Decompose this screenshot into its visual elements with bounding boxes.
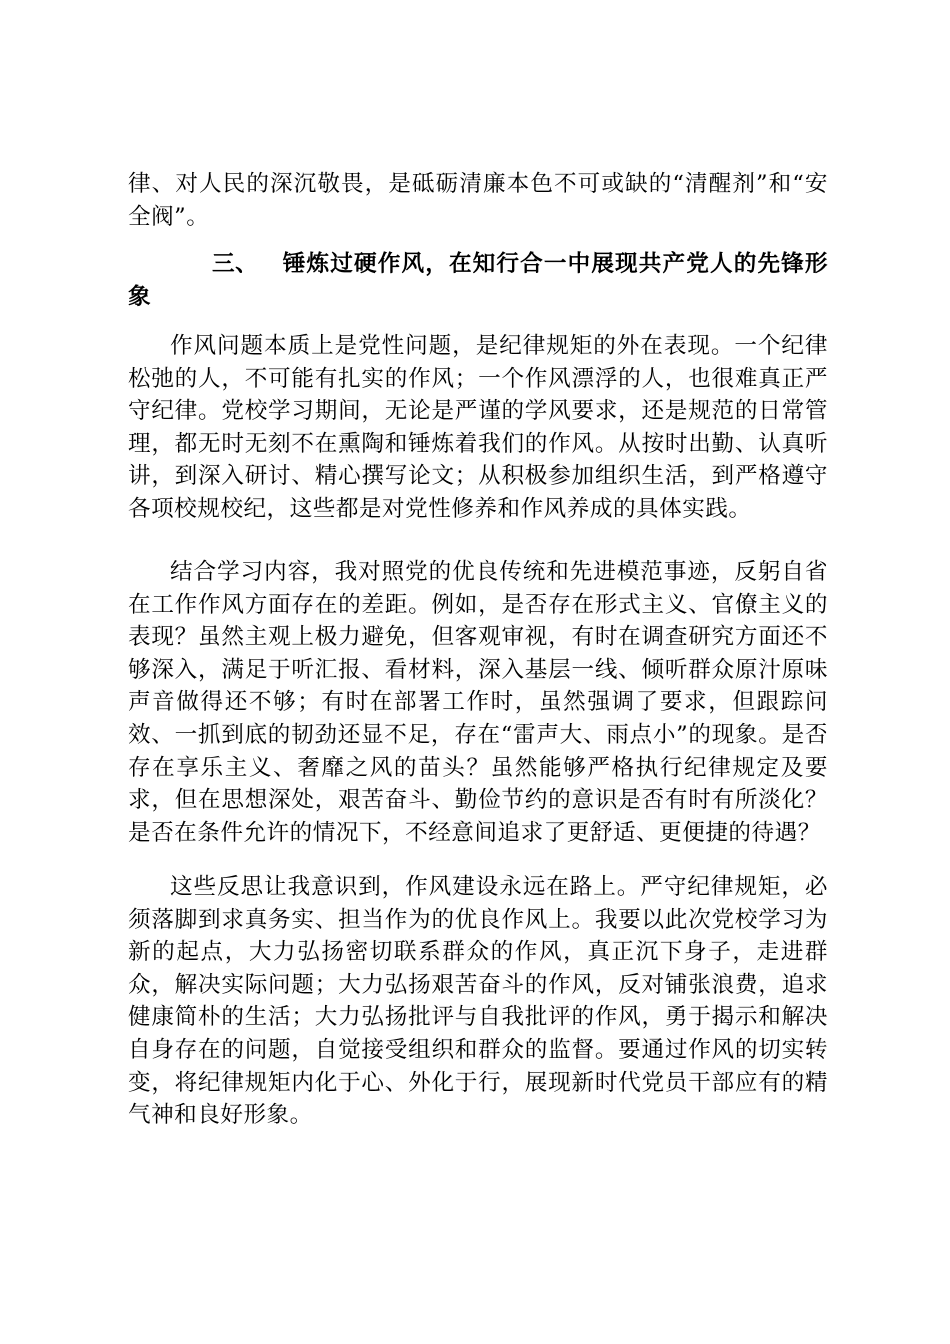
body-paragraph: 这些反思让我意识到，作风建设永远在路上。严守纪律规矩，必须落脚到求真务实、担当作为的优良作风上。我要以此次党校学习为新的起点，大力弘扬密切联系群众的作风，真正沉下身子，走进群众，解决实际问题；大力弘扬艰苦奋斗的作风，反对铺张浪费，追求健康简朴的生活；大力弘扬批评与自我批评的作风，勇于揭示和解决自身存在的问题，自觉接受组织和群众的监督。要通过作风的切实转变，将纪律规矩内化于心、外化于行，展现新时代党员干部应有的精气神和良好形象。 — [128, 874, 828, 1129]
continuation-paragraph: 律、对人民的深沉敬畏，是砥砺清廉本色不可或缺的“清醒剂”和“安全阀”。 — [128, 171, 828, 230]
section-heading-number: 三、 — [212, 251, 259, 277]
body-paragraph: 结合学习内容，我对照党的优良传统和先进模范事迹，反躬自省在工作作风方面存在的差距。例如，是否存在形式主义、官僚主义的表现？虽然主观上极力避免，但客观审视，有时在调查研究方面还不够深入，满足于听汇报、看材料，深入基层一线、倾听群众原汁原味声音做得还不够；有时在部署工作时，虽然强调了要求，但跟踪问效、一抓到底的韧劲还显不足，存在“雷声大、雨点小”的现象。是否存在享乐主义、奢靡之风的苗头？虽然能够严格执行纪律规定及要求，但在思想深处，艰苦奋斗、勤俭节约的意识是否有时有所淡化？是否在条件允许的情况下，不经意间追求了更舒适、更便捷的待遇？ — [128, 559, 828, 846]
section-heading-title: 锤炼过硬作风，在知行合一中展现共产党人的先锋形象 — [128, 251, 828, 310]
body-paragraph: 作风问题本质上是党性问题，是纪律规矩的外在表现。一个纪律松弛的人，不可能有扎实的作风；一个作风漂浮的人，也很难真正严守纪律。党校学习期间，无论是严谨的学风要求，还是规范的日常管理，都无时无刻不在熏陶和锤炼着我们的作风。从按时出勤、认真听讲，到深入研讨、精心撰写论文；从积极参加组织生活，到严格遵守各项校规校纪，这些都是对党性修养和作风养成的具体实践。 — [128, 333, 828, 522]
section-heading — [128, 248, 828, 313]
